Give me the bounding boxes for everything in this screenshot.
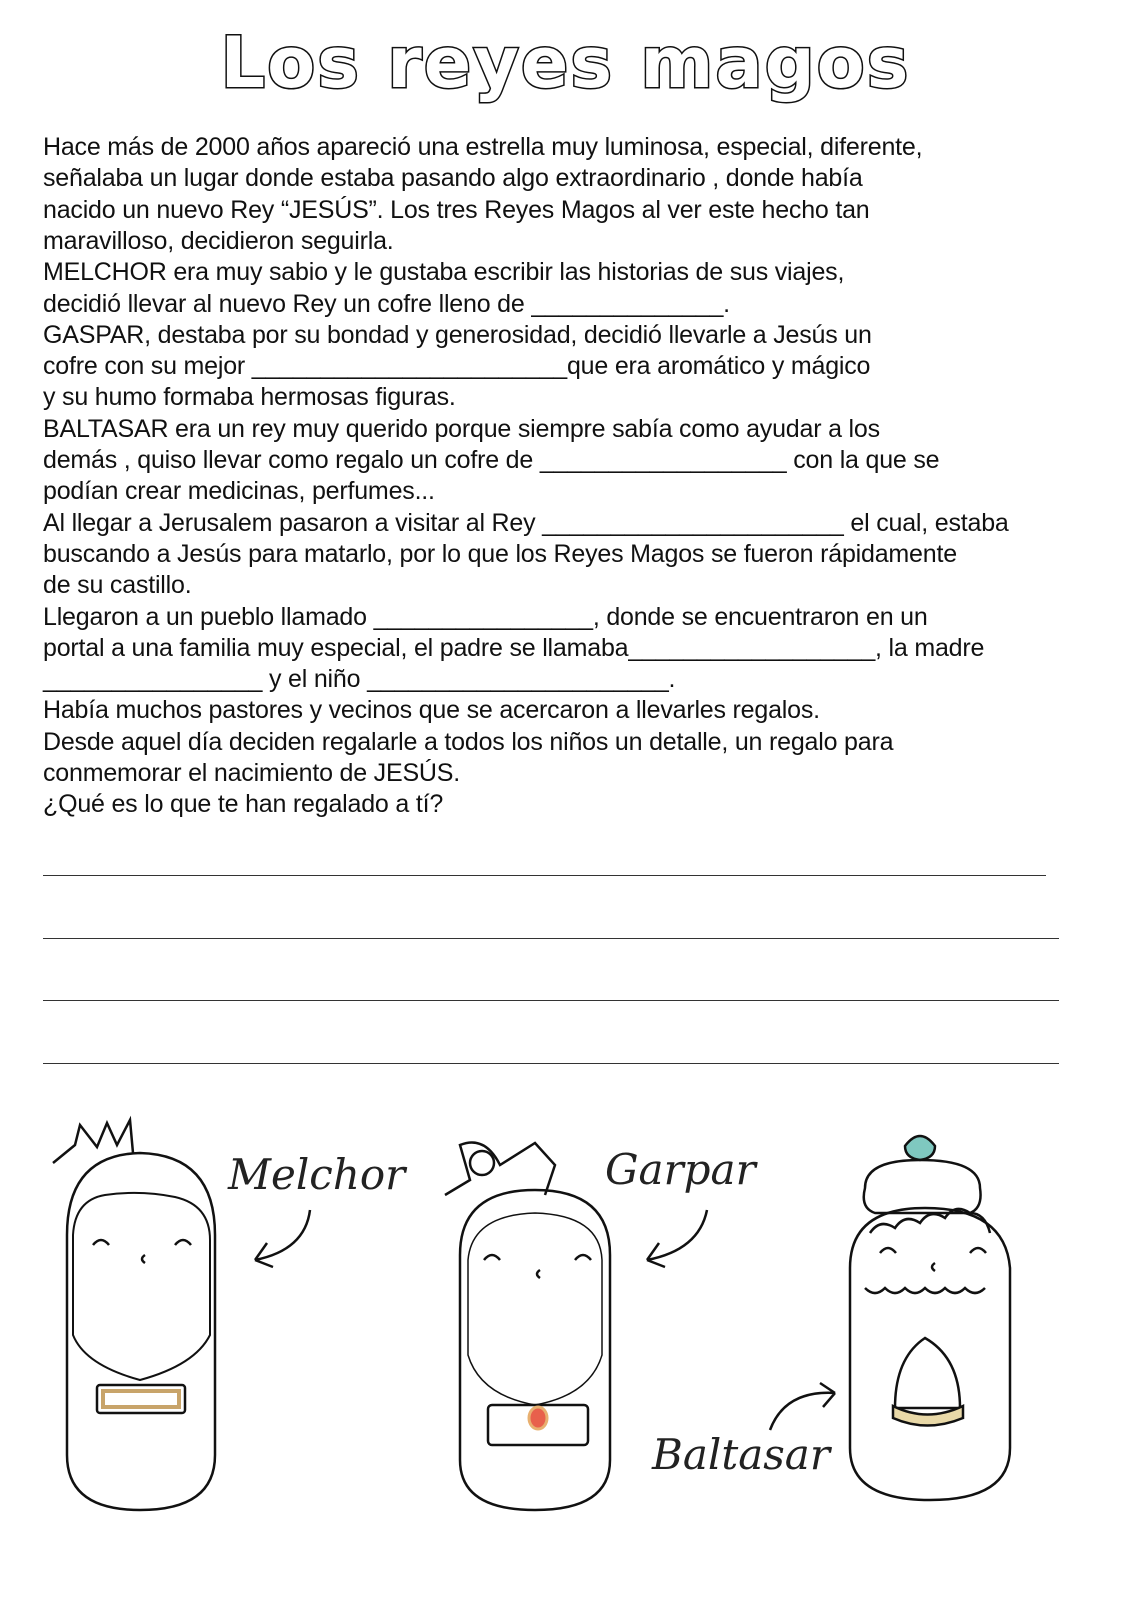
baltasar-illustration (845, 1128, 1020, 1508)
arrow-icon (765, 1375, 845, 1435)
answer-line[interactable] (43, 1000, 1059, 1001)
story-line: buscando a Jesús para matarlo, por lo que los Reyes Magos se fueron rápidamente (43, 539, 957, 568)
king-name-baltasar: Baltasar (652, 1430, 830, 1479)
story-line: MELCHOR era muy sabio y le gustaba escribir las historias de sus viajes, (43, 258, 845, 287)
story-line: maravilloso, decidieron seguirla. (43, 226, 394, 255)
king-name-gaspar: Garpar (605, 1145, 756, 1194)
king-name-melchor: Melchor (228, 1150, 406, 1199)
story-line: nacido un nuevo Rey “JESÚS”. Los tres Reyes Magos al ver este hecho tan (43, 195, 870, 224)
story-line: Al llegar a Jerusalem pasaron a visitar al Rey ______________________ el cual, estaba (43, 508, 1009, 537)
story-line: Hace más de 2000 años apareció una estrella muy luminosa, especial, diferente, (43, 133, 923, 161)
arrow-icon (637, 1205, 717, 1275)
story-line: cofre con su mejor _______________________que era aromático y mágico (43, 352, 871, 381)
story-line: podían crear medicinas, perfumes... (43, 477, 435, 506)
story-line: BALTASAR era un rey muy querido porque siempre sabía como ayudar a los (43, 414, 880, 443)
story-line: Había muchos pastores y vecinos que se acercaron a llevarles regalos. (43, 696, 820, 725)
answer-line[interactable] (43, 1063, 1059, 1064)
answer-line[interactable] (43, 938, 1059, 939)
worksheet-title: Los reyes magos (220, 22, 911, 104)
arrow-icon (245, 1205, 325, 1275)
melchor-illustration (45, 1115, 235, 1525)
story-line: ________________ y el niño ______________________. (43, 665, 676, 694)
story-line: GASPAR, destaba por su bondad y generosidad, decidió llevarle a Jesús un (43, 320, 872, 349)
story-line: Desde aquel día deciden regalarle a todos los niños un detalle, un regalo para (43, 727, 894, 756)
story-line: demás , quiso llevar como regalo un cofre de __________________ con la que se (43, 446, 940, 474)
story-line: decidió llevar al nuevo Rey un cofre lleno de ______________. (43, 289, 730, 318)
answer-line[interactable] (43, 875, 1046, 876)
gift-jewel (529, 1407, 547, 1429)
story-line: portal a una familia muy especial, el padre se llamaba__________________, la madre (43, 633, 985, 662)
story-line: y su humo formaba hermosas figuras. (43, 383, 456, 412)
story-line: Llegaron a un pueblo llamado ________________, donde se encuentraron en un (43, 602, 928, 631)
story-line: señalaba un lugar donde estaba pasando algo extraordinario , donde había (43, 164, 863, 193)
story-line: conmemorar el nacimiento de JESÚS. (43, 759, 460, 787)
gaspar-illustration (440, 1135, 630, 1525)
gift-box (103, 1391, 179, 1407)
story-line: de su castillo. (43, 571, 192, 600)
story-line: ¿Qué es lo que te han regalado a tí? (43, 790, 444, 819)
